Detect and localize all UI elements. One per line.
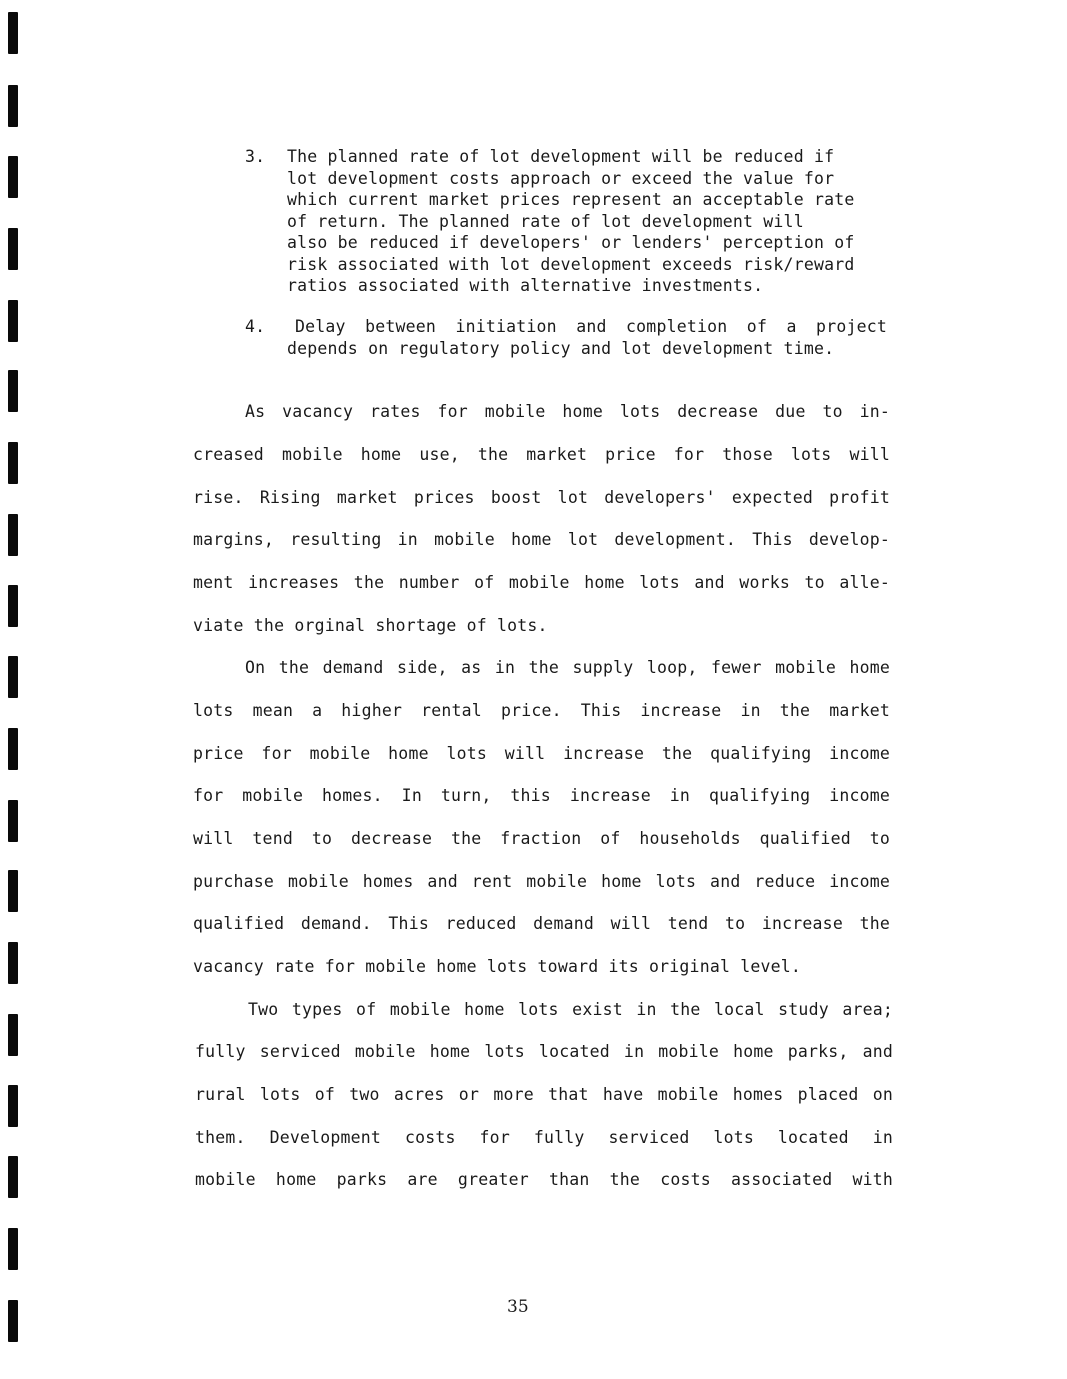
list-item-number: 3. — [245, 147, 266, 166]
binding-mark — [8, 442, 18, 484]
text-line: Delay between initiation and completion of a project — [295, 317, 887, 336]
binding-mark — [8, 1014, 18, 1056]
binding-mark — [8, 1300, 18, 1342]
text-line: As vacancy rates for mobile home lots decrease due to in- — [245, 402, 890, 421]
text-line: lots mean a higher rental price. This increase in the market — [193, 701, 890, 720]
binding-mark — [8, 370, 18, 412]
text-line: qualified demand. This reduced demand will tend to increase the — [193, 914, 890, 933]
list-item-text — [287, 316, 887, 359]
binding-mark — [8, 12, 18, 54]
text-line: The planned rate of lot development will be reduced if — [287, 147, 835, 166]
text-line: also be reduced if developers' or lenders' perception of — [287, 233, 855, 252]
text-line: fully serviced mobile home lots located in mobile home parks, and — [195, 1042, 893, 1061]
text-line: Two types of mobile home lots exist in the local study area; — [248, 1000, 893, 1019]
binding-mark — [8, 800, 18, 842]
list-item — [0, 146, 1067, 296]
binding-mark — [8, 514, 18, 556]
text-line: ment increases the number of mobile home lots and works to alle- — [193, 573, 890, 592]
text-line: viate the orginal shortage of lots. — [193, 616, 548, 635]
binding-mark — [8, 656, 18, 698]
text-line: lot development costs approach or exceed the value for — [287, 168, 835, 188]
text-line: price for mobile home lots will increase the qualifying income — [193, 744, 890, 763]
binding-mark — [8, 85, 18, 127]
text-line: On the demand side, as in the supply loop, fewer mobile home — [245, 658, 890, 677]
text-line: which current market prices represent an acceptable rate — [287, 190, 855, 209]
binding-mark — [8, 870, 18, 912]
binding-mark — [8, 1156, 18, 1198]
text-line: vacancy rate for mobile home lots toward its original level. — [193, 957, 802, 976]
list-item-number: 4. — [245, 317, 266, 336]
list-item-text — [287, 146, 887, 297]
text-line: for mobile homes. In turn, this increase in qualifying income — [193, 786, 890, 805]
text-line: will tend to decrease the fraction of households qualified to — [193, 829, 890, 848]
text-line: risk associated with lot development exceeds risk/reward — [287, 254, 855, 274]
text-line: rural lots of two acres or more that have mobile homes placed on — [195, 1085, 893, 1104]
page-number-text: 35 — [507, 1297, 529, 1317]
text-line: purchase mobile homes and rent mobile home lots and reduce income — [193, 872, 890, 891]
text-line: them. Development costs for fully serviced lots located in — [195, 1128, 893, 1147]
text-line: mobile home parks are greater than the costs associated with — [195, 1170, 893, 1189]
binding-mark — [8, 1085, 18, 1127]
binding-mark — [8, 942, 18, 984]
binding-mark — [8, 585, 18, 627]
text-line: depends on regulatory policy and lot development time. — [287, 338, 835, 358]
text-line: creased mobile home use, the market price for those lots will — [193, 445, 890, 464]
binding-mark — [8, 1228, 18, 1270]
text-line: rise. Rising market prices boost lot developers' expected profit — [193, 488, 890, 507]
text-line: of return. The planned rate of lot development will — [287, 211, 804, 231]
binding-mark — [8, 728, 18, 770]
text-line: margins, resulting in mobile home lot development. This develop- — [193, 530, 890, 549]
list-item — [0, 316, 1067, 362]
text-line: ratios associated with alternative investments. — [287, 276, 764, 295]
